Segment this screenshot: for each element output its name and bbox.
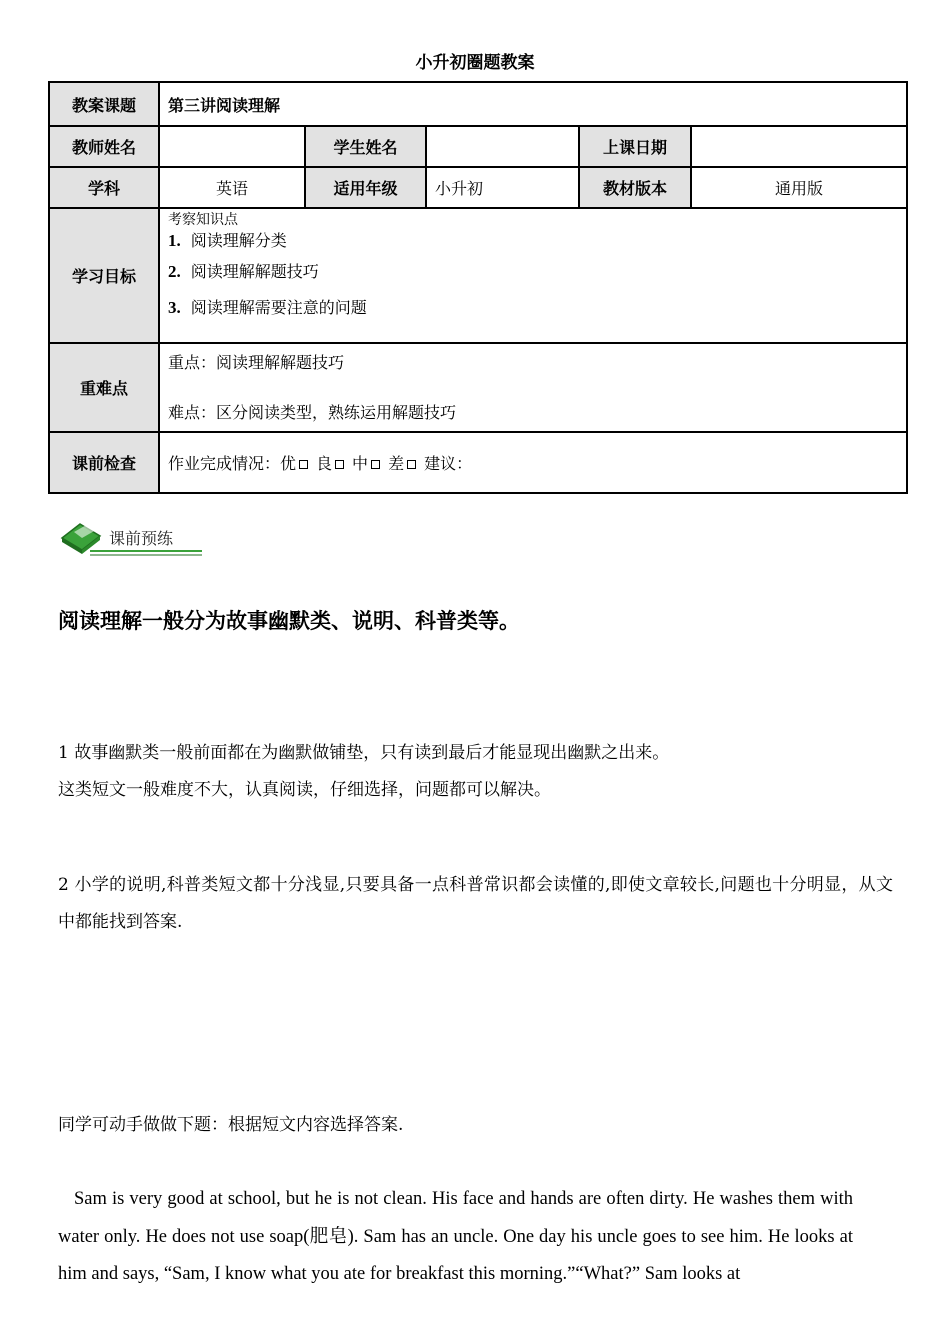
difficult-point: 难点：区分阅读类型，熟练运用解题技巧 xyxy=(168,402,457,422)
goal-item: 3. 阅读理解需要注意的问题 xyxy=(168,298,367,317)
subject-value: 英语 xyxy=(159,167,305,208)
student-value xyxy=(426,126,579,167)
goals-label: 学习目标 xyxy=(49,208,159,343)
goals-cell xyxy=(159,208,907,343)
paragraph-science-type: 2 小学的说明,科普类短文都十分浅显,只要具备一点科普常识都会读懂的,即使文章较长,问题也十分明显，从文中都能找到答案. xyxy=(58,875,893,932)
key-difficult-cell xyxy=(159,343,907,432)
paragraph-story-type: 1 故事幽默类一般前面都在为幽默做铺垫，只有读到最后才能显现出幽默之出来。 这类短文一般难度不大，认真阅读，仔细选择，问题都可以解决。 xyxy=(58,743,670,800)
student-label: 学生姓名 xyxy=(305,126,426,167)
goal-item: 2. 阅读理解解题技巧 xyxy=(168,262,319,281)
section-badge xyxy=(60,518,205,556)
grade-label: 适用年级 xyxy=(305,167,426,208)
checkbox xyxy=(407,460,416,469)
goal-item: 1. 阅读理解分类 xyxy=(168,231,287,250)
goals-heading: 考察知识点 xyxy=(168,212,238,228)
teacher-label: 教师姓名 xyxy=(49,126,159,167)
key-point: 重点：阅读理解解题技巧 xyxy=(168,352,345,372)
edition-value: 通用版 xyxy=(691,167,907,208)
teacher-value xyxy=(159,126,305,167)
key-difficult-label: 重难点 xyxy=(49,343,159,432)
checkbox xyxy=(299,460,308,469)
document-title: 小升初圈题教案 xyxy=(415,53,535,73)
topic-label: 教案课题 xyxy=(49,82,159,126)
checkbox xyxy=(335,460,344,469)
date-label: 上课日期 xyxy=(579,126,691,167)
pre-check-cell: 作业完成情况：优 良 中 差 建议： xyxy=(159,432,907,493)
date-value xyxy=(691,126,907,167)
lesson-info-table xyxy=(48,81,908,494)
section-headline: 阅读理解一般分为故事幽默类、说明、科普类等。 xyxy=(58,609,520,633)
edition-label: 教材版本 xyxy=(579,167,691,208)
section-badge-label: 课前预练 xyxy=(109,529,174,548)
grade-value: 小升初 xyxy=(426,167,579,208)
topic-value: 第三讲阅读理解 xyxy=(159,82,907,126)
reading-passage: Sam is very good at school, but he is not clean. His face and hands are often dirty. He washes them with water only. He does not use soap(肥皂). Sam has an uncle. One day his uncle goes to see him. He looks at him and says, “Sam, I know what you ate for breakfast this morning.”“What?” Sam looks at xyxy=(58,1189,853,1284)
exercise-intro: 同学可动手做做下题：根据短文内容选择答案. xyxy=(58,1115,404,1135)
pre-check-label: 课前检查 xyxy=(49,432,159,493)
subject-label: 学科 xyxy=(49,167,159,208)
checkbox xyxy=(371,460,380,469)
